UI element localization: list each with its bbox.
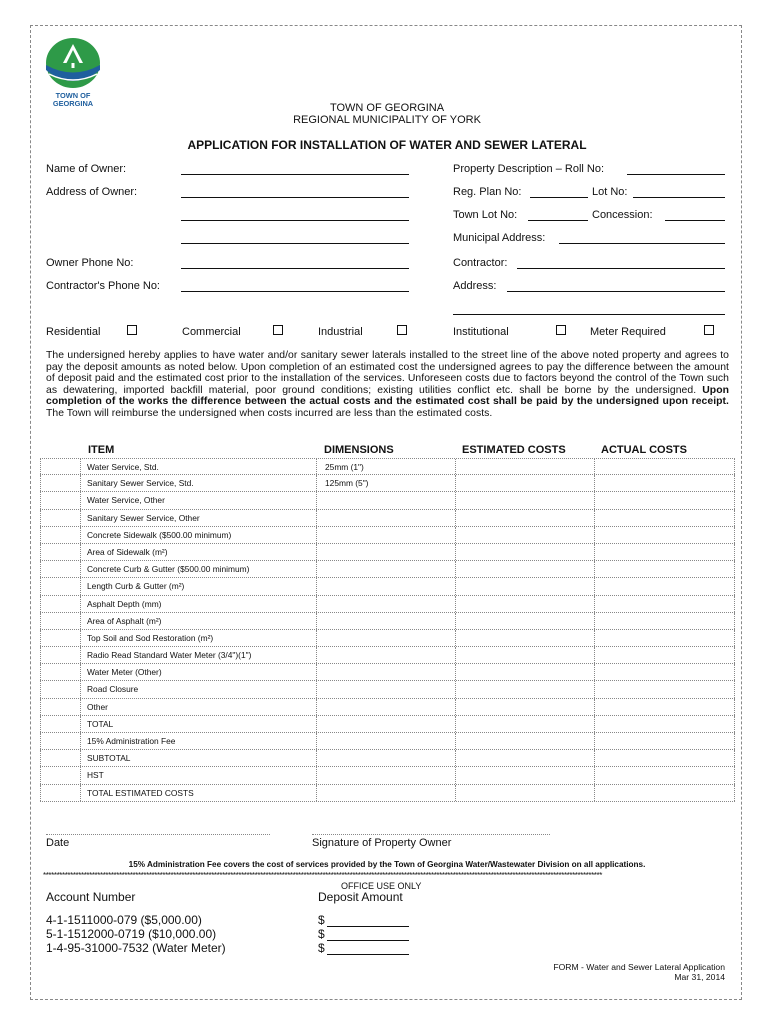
item-label: Water Service, Other <box>87 495 165 506</box>
contractor-phone-field[interactable] <box>181 291 409 292</box>
town-lot-field[interactable] <box>528 220 588 221</box>
roll-no-field[interactable] <box>627 174 725 175</box>
item-label: Area of Sidewalk (m²) <box>87 546 168 557</box>
item-label: SUBTOTAL <box>87 753 131 764</box>
dimensions-header: DIMENSIONS <box>324 444 394 456</box>
actual-cost-cell[interactable] <box>594 561 735 577</box>
item-label: Sanitary Sewer Service, Other <box>87 512 200 523</box>
actual-cost-cell[interactable] <box>594 459 735 474</box>
property-label: Property Description – Roll No: <box>453 163 605 175</box>
blank-cell <box>40 510 80 526</box>
table-row <box>40 613 735 630</box>
item-cell <box>80 459 316 474</box>
item-cell <box>80 578 316 594</box>
table-header <box>40 444 735 458</box>
dimensions-cell <box>316 475 455 491</box>
logo-text-line1: TOWN OF <box>55 91 91 100</box>
item-label: TOTAL ESTIMATED COSTS <box>87 787 194 798</box>
terms-text-1: The undersigned hereby applies to have water and/or sanitary sewer laterals installed to the street line of the above noted property and agrees to pay the deposit amounts as noted below. Upon completion of an estimated cost the undersigned agrees to pay the difference between the amount of deposit paid and the estimated cost prior to the installation of the services. Unforeseen costs due to factors beyond the control of the Town such as dewatering, imported backfill material, poor ground conditions; existing utilities conflict etc. shall be borne by the undersigned. <box>46 350 729 396</box>
blank-cell <box>40 664 80 680</box>
item-label: Concrete Curb & Gutter ($500.00 minimum) <box>87 564 250 575</box>
item-label: Road Closure <box>87 684 139 695</box>
deposit-2-field[interactable] <box>327 940 409 941</box>
table-row <box>40 767 735 784</box>
residential-label: Residential <box>46 326 101 338</box>
institutional-label: Institutional <box>453 326 509 338</box>
item-cell <box>80 647 316 663</box>
table-row <box>40 527 735 544</box>
footer-date: Mar 31, 2014 <box>674 972 725 982</box>
estimated-cost-cell[interactable] <box>455 716 594 732</box>
actual-cost-cell[interactable] <box>594 475 735 491</box>
actual-cost-cell[interactable] <box>594 527 735 543</box>
industrial-label: Industrial <box>318 326 363 338</box>
item-label: Asphalt Depth (mm) <box>87 598 162 609</box>
actual-cost-cell[interactable] <box>594 716 735 732</box>
item-label: Sanitary Sewer Service, Std. <box>87 478 194 489</box>
item-label: Area of Asphalt (m²) <box>87 615 162 626</box>
dimensions-cell <box>316 596 455 612</box>
actual-cost-cell[interactable] <box>594 750 735 766</box>
concession-field[interactable] <box>665 220 725 221</box>
blank-cell <box>40 733 80 749</box>
item-cell <box>80 492 316 508</box>
actual-cost-cell[interactable] <box>594 613 735 629</box>
estimated-cost-cell[interactable] <box>455 475 594 491</box>
item-cell <box>80 664 316 680</box>
table-row <box>40 544 735 561</box>
table-row <box>40 578 735 595</box>
municipal-address-field[interactable] <box>559 243 725 244</box>
item-cell <box>80 596 316 612</box>
form-title: APPLICATION FOR INSTALLATION OF WATER AND SEWER LATERAL <box>187 138 587 152</box>
table-row <box>40 785 735 802</box>
table-row <box>40 716 735 733</box>
dimensions-cell <box>316 681 455 697</box>
item-cell <box>80 510 316 526</box>
actual-cost-cell[interactable] <box>594 647 735 663</box>
dimensions-cell <box>316 767 455 783</box>
table-row <box>40 699 735 716</box>
blank-cell <box>40 475 80 491</box>
actual-cost-cell[interactable] <box>594 492 735 508</box>
blank-cell <box>40 630 80 646</box>
table-row <box>40 630 735 647</box>
blank-cell <box>40 647 80 663</box>
actual-cost-cell[interactable] <box>594 630 735 646</box>
estimated-cost-cell[interactable] <box>455 647 594 663</box>
item-label: Radio Read Standard Water Meter (3/4")(1") <box>87 650 252 661</box>
estimated-cost-cell[interactable] <box>455 767 594 783</box>
deposit-1-dollar: $ <box>318 913 325 927</box>
industrial-checkbox[interactable] <box>397 325 407 335</box>
meter-required-checkbox[interactable] <box>704 325 714 335</box>
actual-cost-cell[interactable] <box>594 785 735 801</box>
item-cell <box>80 527 316 543</box>
estimated-cost-cell[interactable] <box>455 681 594 697</box>
item-cell <box>80 750 316 766</box>
concession-label: Concession: <box>592 209 653 221</box>
blank-cell <box>40 767 80 783</box>
owner-phone-label: Owner Phone No: <box>46 257 134 269</box>
town-logo <box>43 36 103 111</box>
account-number-label: Account Number <box>46 890 136 904</box>
address-field-1[interactable] <box>507 291 725 292</box>
estimated-cost-cell[interactable] <box>455 785 594 801</box>
item-label: Top Soil and Sod Restoration (m²) <box>87 632 214 643</box>
deposit-2-dollar: $ <box>318 927 325 941</box>
form-page <box>30 25 742 1000</box>
blank-cell <box>40 578 80 594</box>
estimated-cost-cell[interactable] <box>455 510 594 526</box>
estimated-cost-cell[interactable] <box>455 578 594 594</box>
owner-name-field[interactable] <box>181 174 409 175</box>
item-label: TOTAL <box>87 718 114 729</box>
terms-paragraph <box>46 350 729 420</box>
owner-phone-field[interactable] <box>181 268 409 269</box>
estimated-cost-cell[interactable] <box>455 527 594 543</box>
actual-cost-cell[interactable] <box>594 510 735 526</box>
dimensions-cell <box>316 613 455 629</box>
deposit-1-field[interactable] <box>327 926 409 927</box>
actual-cost-cell[interactable] <box>594 596 735 612</box>
estimated-cost-cell[interactable] <box>455 664 594 680</box>
actual-cost-cell[interactable] <box>594 544 735 560</box>
residential-checkbox[interactable] <box>127 325 137 335</box>
deposit-amount-label: Deposit Amount <box>318 890 403 904</box>
dimensions-cell <box>316 716 455 732</box>
estimated-cost-cell[interactable] <box>455 613 594 629</box>
item-label: Length Curb & Gutter (m²) <box>87 581 185 592</box>
blank-cell <box>40 613 80 629</box>
reg-plan-field[interactable] <box>530 197 588 198</box>
dimensions-cell <box>316 750 455 766</box>
estimated-costs-header: ESTIMATED COSTS <box>462 444 566 456</box>
deposit-3-dollar: $ <box>318 941 325 955</box>
separator-stars: ************************************************************************************************************************************************************************************************************** <box>43 871 602 880</box>
account-1: 4-1-1511000-079 ($5,000.00) <box>46 913 202 927</box>
estimated-cost-cell[interactable] <box>455 750 594 766</box>
blank-cell <box>40 561 80 577</box>
table-row <box>40 510 735 527</box>
table-row <box>40 733 735 750</box>
commercial-label: Commercial <box>182 326 241 338</box>
actual-costs-header: ACTUAL COSTS <box>601 444 687 456</box>
owner-address-field-1[interactable] <box>181 197 409 198</box>
estimated-cost-cell[interactable] <box>455 544 594 560</box>
estimated-cost-cell[interactable] <box>455 733 594 749</box>
item-cell <box>80 544 316 560</box>
form-footer <box>553 962 725 982</box>
signature-label: Signature of Property Owner <box>312 837 452 849</box>
dimensions-cell <box>316 733 455 749</box>
item-cell <box>80 699 316 715</box>
item-cell <box>80 613 316 629</box>
blank-cell <box>40 544 80 560</box>
institutional-checkbox[interactable] <box>556 325 566 335</box>
actual-cost-cell[interactable] <box>594 699 735 715</box>
blank-cell <box>40 459 80 474</box>
item-label: Concrete Sidewalk ($500.00 minimum) <box>87 529 232 540</box>
meter-required-label: Meter Required <box>590 326 666 338</box>
town-lot-label: Town Lot No: <box>453 209 518 221</box>
item-label: Water Service, Std. <box>87 462 159 472</box>
dimensions-cell <box>316 785 455 801</box>
estimated-cost-cell[interactable] <box>455 699 594 715</box>
item-cell <box>80 681 316 697</box>
table-row <box>40 596 735 613</box>
dimension-value: 25mm (1") <box>325 462 364 472</box>
terms-text-2: The Town will reimburse the undersigned when costs incurred are less than the estimated costs. <box>46 407 493 419</box>
dimension-value: 125mm (5") <box>325 478 369 489</box>
contractor-field[interactable] <box>517 268 725 269</box>
estimated-cost-cell[interactable] <box>455 561 594 577</box>
item-cell <box>80 475 316 491</box>
item-cell <box>80 785 316 801</box>
estimated-cost-cell[interactable] <box>455 630 594 646</box>
commercial-checkbox[interactable] <box>273 325 283 335</box>
estimated-cost-cell[interactable] <box>455 459 594 474</box>
owner-address-field-2[interactable] <box>181 220 409 221</box>
office-use-heading: OFFICE USE ONLY <box>341 881 422 891</box>
blank-cell <box>40 716 80 732</box>
address-label: Address: <box>453 280 497 292</box>
admin-fee-note: 15% Administration Fee covers the cost of services provided by the Town of Georgina Water/Wastewater Division on all applications. <box>128 860 646 869</box>
reg-plan-label: Reg. Plan No: <box>453 186 522 198</box>
account-2: 5-1-1512000-0719 ($10,000.00) <box>46 927 217 941</box>
table-row <box>40 647 735 664</box>
cost-table <box>40 444 735 802</box>
signature-field[interactable] <box>312 834 550 835</box>
lot-no-field[interactable] <box>633 197 725 198</box>
logo-emblem-icon <box>43 36 103 92</box>
dimensions-cell <box>316 561 455 577</box>
dimensions-cell <box>316 459 455 474</box>
item-cell <box>80 716 316 732</box>
owner-address-label: Address of Owner: <box>46 186 138 198</box>
owner-name-label: Name of Owner: <box>46 163 127 175</box>
blank-cell <box>40 596 80 612</box>
item-cell <box>80 630 316 646</box>
actual-cost-cell[interactable] <box>594 578 735 594</box>
blank-cell <box>40 785 80 801</box>
dimensions-cell <box>316 630 455 646</box>
item-cell <box>80 561 316 577</box>
table-row <box>40 681 735 698</box>
date-field[interactable] <box>46 834 270 835</box>
blank-cell <box>40 750 80 766</box>
table-row <box>40 475 735 492</box>
table-row <box>40 561 735 578</box>
table-body <box>40 458 735 802</box>
actual-cost-cell[interactable] <box>594 681 735 697</box>
contractor-phone-label: Contractor's Phone No: <box>46 280 160 292</box>
dimensions-cell <box>316 510 455 526</box>
footer-form-name: FORM - Water and Sewer Lateral Application <box>553 962 725 972</box>
dimensions-cell <box>316 699 455 715</box>
item-cell <box>80 733 316 749</box>
table-row <box>40 750 735 767</box>
blank-cell <box>40 699 80 715</box>
item-header: ITEM <box>88 444 115 456</box>
actual-cost-cell[interactable] <box>594 733 735 749</box>
address-field-2[interactable] <box>453 314 725 315</box>
org-region: REGIONAL MUNICIPALITY OF YORK <box>293 114 481 126</box>
dimensions-cell <box>316 527 455 543</box>
date-label: Date <box>46 837 70 849</box>
table-row <box>40 458 735 475</box>
table-row <box>40 492 735 509</box>
logo-text-line2: GEORGINA <box>52 99 94 108</box>
owner-address-field-3[interactable] <box>181 243 409 244</box>
item-cell <box>80 767 316 783</box>
org-name: TOWN OF GEORGINA <box>329 102 445 114</box>
blank-cell <box>40 681 80 697</box>
contractor-label: Contractor: <box>453 257 508 269</box>
account-3: 1-4-95-31000-7532 (Water Meter) <box>46 941 226 955</box>
actual-cost-cell[interactable] <box>594 767 735 783</box>
estimated-cost-cell[interactable] <box>455 596 594 612</box>
item-label: 15% Administration Fee <box>87 736 176 746</box>
estimated-cost-cell[interactable] <box>455 492 594 508</box>
terms-text-bold: Upon completion of the works the difference between the actual costs and the estimated cost shall be paid by the undersigned upon receipt. <box>46 384 729 408</box>
dimensions-cell <box>316 647 455 663</box>
item-label: HST <box>87 770 104 781</box>
dimensions-cell <box>316 544 455 560</box>
deposit-3-field[interactable] <box>327 954 409 955</box>
municipal-address-label: Municipal Address: <box>453 232 546 244</box>
blank-cell <box>40 492 80 508</box>
lot-no-label: Lot No: <box>592 186 628 198</box>
dimensions-cell <box>316 664 455 680</box>
dimensions-cell <box>316 578 455 594</box>
item-label: Other <box>87 701 108 712</box>
blank-cell <box>40 527 80 543</box>
actual-cost-cell[interactable] <box>594 664 735 680</box>
item-label: Water Meter (Other) <box>87 667 162 678</box>
dimensions-cell <box>316 492 455 508</box>
table-row <box>40 664 735 681</box>
